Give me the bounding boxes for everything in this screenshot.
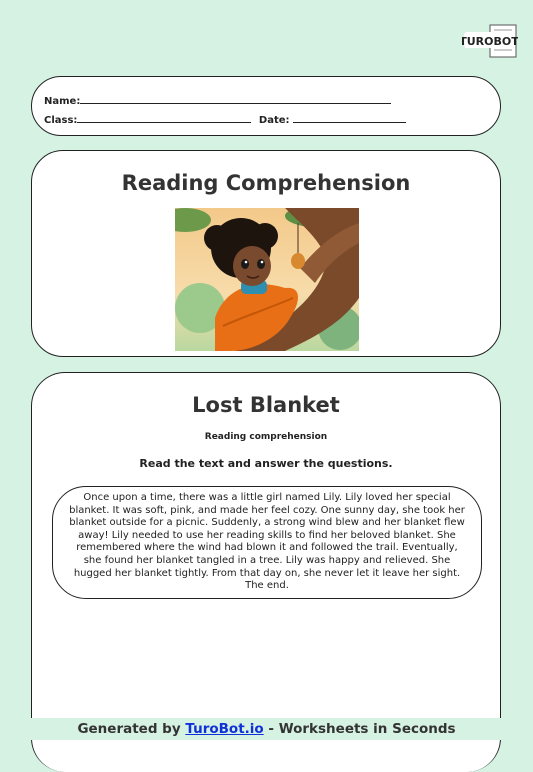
date-field[interactable] (293, 113, 406, 123)
name-row (44, 94, 391, 107)
name-field[interactable] (80, 94, 391, 104)
class-date-row (44, 113, 406, 126)
turobot-logo (462, 24, 518, 60)
name-label: Name: (44, 96, 81, 107)
page-title: Reading Comprehension (121, 171, 411, 195)
turobot-link[interactable]: TuroBot.io (185, 721, 264, 737)
logo-text: TUROBOT (462, 35, 518, 48)
class-field[interactable] (77, 113, 251, 123)
story-title: Lost Blanket (192, 393, 340, 417)
story-illustration (175, 208, 359, 351)
instructions: Read the text and answer the questions. (139, 457, 393, 470)
footer-suffix: - Worksheets in Seconds (263, 721, 456, 737)
footer-prefix: Generated by (77, 721, 186, 737)
date-label: Date: (258, 115, 290, 126)
student-info-card (31, 76, 501, 136)
story-passage: Once upon a time, there was a little girl named Lily. Lily loved her special blanket. It was soft, pink, and made her feel cozy. One sunny day, she took her blanket outside for a picnic. Suddenly, a strong wind blew and her blanket flew away! Lily needed to use her reading skills to find her beloved blanket. She remembered where the wind had blown it and followed the trail. Eventually, she found her blanket tangled in a tree. Lily was happy and relieved. She hugged her blanket tightly. From that day on, she never let it leave her sight. The end. (52, 486, 482, 599)
class-label: Class: (44, 115, 78, 126)
footer (0, 718, 533, 740)
intro-card (31, 150, 501, 357)
story-card (31, 372, 501, 772)
story-subtitle: Reading comprehension (204, 432, 328, 442)
